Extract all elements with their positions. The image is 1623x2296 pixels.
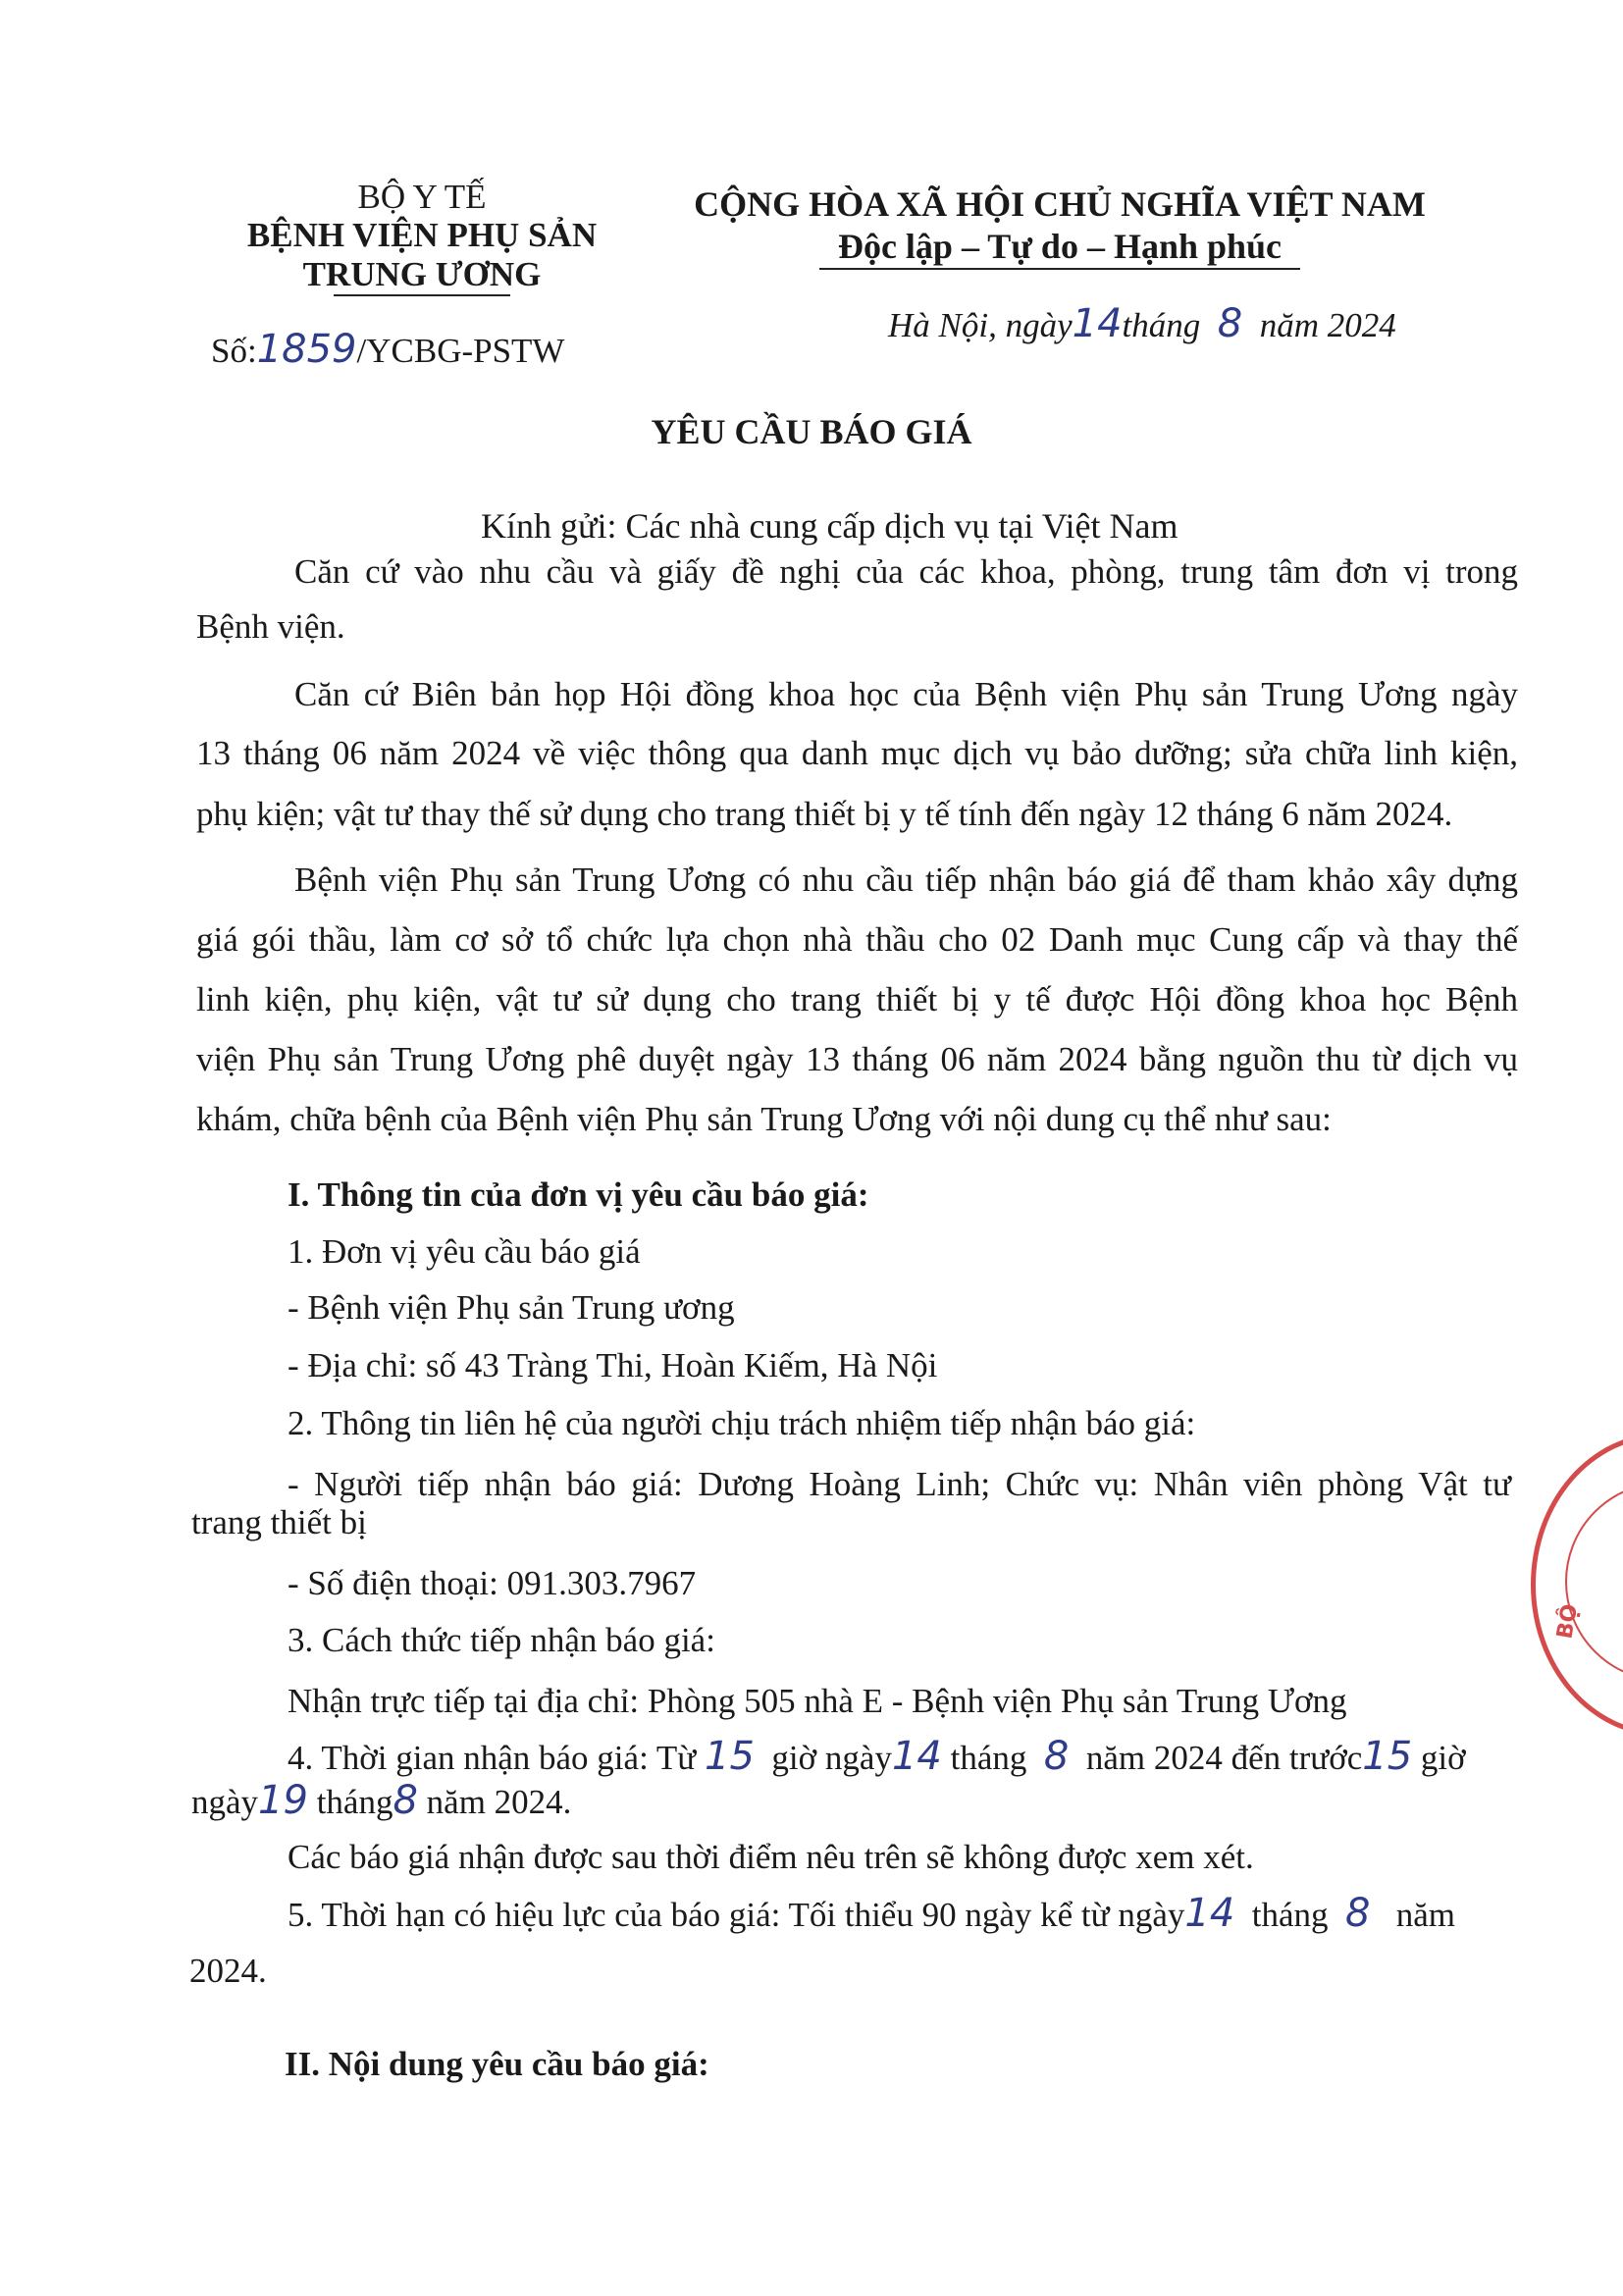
item-4-text-g: tháng: [316, 1783, 393, 1821]
item-5-text-b: tháng: [1251, 1896, 1329, 1934]
recipient-line: Kính gửi: Các nhà cung cấp dịch vụ tại Việt Nam: [481, 506, 1178, 546]
paragraph-3-line-3: linh kiện, phụ kiện, vật tư sử dụng cho trang thiết bị y tế được Hội đồng khoa học Bệnh: [196, 980, 1518, 1018]
paragraph-2-line-3: phụ kiện; vật tư thay thế sử dụng cho trang thiết bị y tế tính đến ngày 12 tháng 6 năm 2024.: [196, 795, 1453, 833]
ref-handwritten-number: 1859: [256, 327, 357, 372]
national-motto: Độc lập – Tự do – Hạnh phúc: [837, 227, 1283, 266]
item-4-start-month-handwritten: 8: [1043, 1734, 1070, 1779]
ref-prefix: Số:: [211, 332, 257, 370]
item-4-line-2: [191, 1778, 572, 1823]
item-5-month-handwritten: 8: [1345, 1891, 1371, 1936]
date-year: năm 2024: [1259, 306, 1396, 344]
paragraph-1-line-1: Căn cứ vào nhu cầu và giấy đề nghị của các khoa, phòng, trung tâm đơn vị trong: [294, 552, 1518, 591]
paragraph-1-line-2: Bệnh viện.: [196, 607, 345, 646]
date-month-handwritten: 8: [1217, 301, 1243, 346]
item-4-text-c: tháng: [950, 1739, 1027, 1777]
motto-underline: [819, 268, 1300, 270]
item-4-end-hour-handwritten: 15: [1362, 1734, 1413, 1779]
item-4-text-e: giờ: [1420, 1739, 1466, 1777]
item-4-text-b: giờ ngày: [771, 1739, 892, 1777]
item-5-day-handwritten: 14: [1184, 1891, 1235, 1936]
item-4-end-month-handwritten: 8: [393, 1778, 418, 1823]
item-2-person-line-1: - Người tiếp nhận báo giá: Dương Hoàng Linh; Chức vụ: Nhân viên phòng Vật tư: [288, 1465, 1511, 1503]
item-2-title: 2. Thông tin liên hệ của người chịu trách nhiệm tiếp nhận báo giá:: [288, 1404, 1196, 1442]
document-number: [211, 327, 565, 372]
official-seal-text: BỘ: [1552, 1601, 1584, 1642]
hospital-name-line1: BỆNH VIỆN PHỤ SẢN: [246, 216, 598, 254]
nation-name: CỘNG HÒA XÃ HỘI CHỦ NGHĨA VIỆT NAM: [694, 184, 1426, 224]
date-prefix: Hà Nội, ngày: [888, 306, 1073, 344]
ref-suffix: /YCBG-PSTW: [356, 332, 565, 370]
item-1-title: 1. Đơn vị yêu cầu báo giá: [288, 1232, 641, 1271]
item-3-title: 3. Cách thức tiếp nhận báo giá:: [288, 1621, 715, 1659]
item-4-text-h: năm 2024.: [426, 1783, 572, 1821]
item-5-text-c: năm: [1395, 1896, 1456, 1934]
item-4-start-day-handwritten: 14: [891, 1734, 942, 1779]
item-2-phone: - Số điện thoại: 091.303.7967: [288, 1564, 697, 1602]
item-2-person-line-2: trang thiết bị: [191, 1503, 367, 1541]
ministry-name: BỘ Y TẾ: [357, 178, 487, 216]
item-1-address: - Địa chỉ: số 43 Tràng Thi, Hoàn Kiếm, Hà Nội: [288, 1346, 938, 1384]
item-5-line-1: [288, 1891, 1456, 1936]
paragraph-3-line-5: khám, chữa bệnh của Bệnh viện Phụ sản Trung Ương với nội dung cụ thể như sau:: [196, 1100, 1332, 1138]
paragraph-2-line-1: Căn cứ Biên bản họp Hội đồng khoa học của Bệnh viện Phụ sản Trung Ương ngày: [294, 675, 1518, 713]
hospital-name-line2: TRUNG ƯƠNG: [302, 255, 542, 293]
item-4-text-f: ngày: [191, 1783, 259, 1821]
item-5-text-a: 5. Thời hạn có hiệu lực của báo giá: Tối thiểu 90 ngày kể từ ngày: [288, 1896, 1185, 1934]
item-1-name: - Bệnh viện Phụ sản Trung ương: [288, 1288, 735, 1327]
item-3-detail: Nhận trực tiếp tại địa chỉ: Phòng 505 nhà E - Bệnh viện Phụ sản Trung Ương: [288, 1682, 1347, 1720]
paragraph-2-line-2: 13 tháng 06 năm 2024 về việc thông qua danh mục dịch vụ bảo dưỡng; sửa chữa linh kiện,: [196, 734, 1518, 772]
document-title: YÊU CẦU BÁO GIÁ: [651, 412, 972, 451]
section-2-heading: II. Nội dung yêu cầu báo giá:: [285, 2045, 709, 2083]
paragraph-3-line-4: viện Phụ sản Trung Ương phê duyệt ngày 13 tháng 06 năm 2024 bằng nguồn thu từ dịch vụ: [196, 1040, 1518, 1078]
header-left-underline: [334, 294, 510, 296]
issue-date: [888, 301, 1396, 346]
date-day-handwritten: 14: [1072, 301, 1123, 346]
item-4-end-day-handwritten: 19: [258, 1778, 308, 1823]
paragraph-3-line-1: Bệnh viện Phụ sản Trung Ương có nhu cầu tiếp nhận báo giá để tham khảo xây dựng: [294, 861, 1518, 899]
date-month-label: tháng: [1122, 306, 1201, 344]
item-4-text-a: 4. Thời gian nhận báo giá: Từ: [288, 1739, 697, 1777]
paragraph-3-line-2: giá gói thầu, làm cơ sở tổ chức lựa chọn nhà thầu cho 02 Danh mục Cung cấp và thay thế: [196, 920, 1518, 959]
section-1-heading: I. Thông tin của đơn vị yêu cầu báo giá:: [288, 1175, 869, 1214]
item-4-start-hour-handwritten: 15: [705, 1734, 755, 1779]
item-4-note: Các báo giá nhận được sau thời điểm nêu trên sẽ không được xem xét.: [288, 1838, 1254, 1876]
item-5-line-2: 2024.: [189, 1952, 267, 1990]
item-4-text-d: năm 2024 đến trước: [1085, 1739, 1363, 1777]
item-4-line-1: [288, 1734, 1466, 1779]
